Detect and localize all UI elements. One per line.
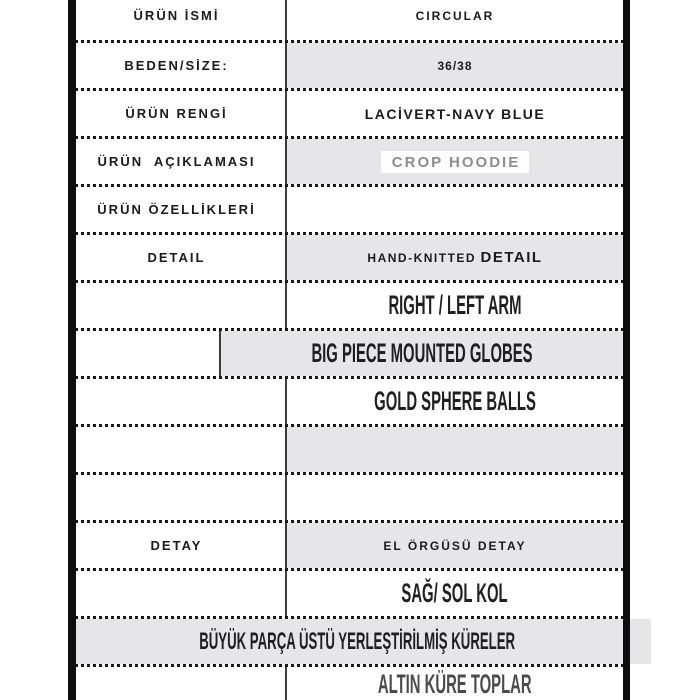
row-value: 36/38 (437, 58, 473, 73)
row-label (68, 379, 285, 424)
row-label (68, 475, 285, 520)
row-value-cell (285, 235, 630, 280)
table-row-features (68, 187, 630, 235)
row-label (68, 283, 285, 328)
table-row-detail-globes (68, 331, 630, 379)
table-row-color (68, 91, 630, 139)
row-value-cell (285, 0, 630, 40)
row-value-cell (219, 331, 630, 376)
table-row-detay-tr (68, 523, 630, 571)
table-row-description (68, 139, 630, 187)
row-value-cell (285, 667, 630, 700)
row-value-cell (285, 187, 630, 232)
row-value: GOLD SPHERE BALLS (374, 386, 536, 416)
row-value-part-large: DETAIL (480, 249, 543, 266)
row-value-cell (285, 379, 630, 424)
row-value-cell (285, 139, 630, 184)
row-value-cell (285, 43, 630, 88)
row-value-cell (285, 523, 630, 568)
row-label (68, 667, 285, 700)
row-value: CIRCULAR (415, 8, 495, 23)
row-value-cell (285, 475, 630, 520)
table-row-detay-kureler (68, 619, 630, 667)
table-row-product-name (68, 0, 630, 43)
row-value: BÜYÜK PARÇA ÜSTÜ YERLEŞTİRİLMİŞ KÜRELER (199, 627, 516, 655)
row-value-cell (285, 283, 630, 328)
table-row-empty (68, 475, 630, 523)
table-row-detail-arm (68, 283, 630, 331)
row-label: ÜRÜN ÖZELLİKLERİ (68, 187, 285, 232)
table-row-detay-kol (68, 571, 630, 619)
row-label: DETAY (68, 523, 285, 568)
table-row-detail-gold-balls (68, 379, 630, 427)
row-label: ÜRÜN RENGİ (68, 91, 285, 136)
row-label: DETAIL (68, 235, 285, 280)
row-value-cell (285, 571, 630, 616)
row-value-highlighted: CROP HOODIE (381, 151, 529, 173)
table-row-detay-toplar (68, 667, 630, 700)
row-label: ÜRÜN İSMİ (68, 0, 285, 40)
table-row-size (68, 43, 630, 91)
table-left-border-bar (68, 0, 76, 700)
row-value: BIG PIECE MOUNTED GLOBES (311, 338, 533, 368)
row-label (68, 427, 285, 472)
row-value: RIGHT / LEFT ARM (388, 290, 522, 320)
row-value-part-small: HAND-KNITTED (367, 250, 477, 265)
row-value-cell (285, 91, 630, 136)
row-value-cell (68, 619, 651, 664)
row-value-cell (285, 427, 630, 472)
row-value: ALTIN KÜRE TOPLAR (378, 668, 532, 699)
row-value: SAĞ/ SOL KOL (401, 578, 509, 608)
row-label (68, 331, 219, 376)
row-value: LACİVERT-NAVY BLUE (364, 105, 546, 122)
table-row-detail-en (68, 235, 630, 283)
row-label: BEDEN/SİZE: (68, 43, 285, 88)
table-right-border-bar (623, 0, 630, 700)
row-label: ÜRÜN AÇIKLAMASI (68, 139, 285, 184)
product-spec-table (68, 0, 630, 700)
table-row-empty-shaded (68, 427, 630, 475)
row-label (68, 571, 285, 616)
row-value: EL ÖRGÜSÜ DETAY (383, 538, 527, 553)
